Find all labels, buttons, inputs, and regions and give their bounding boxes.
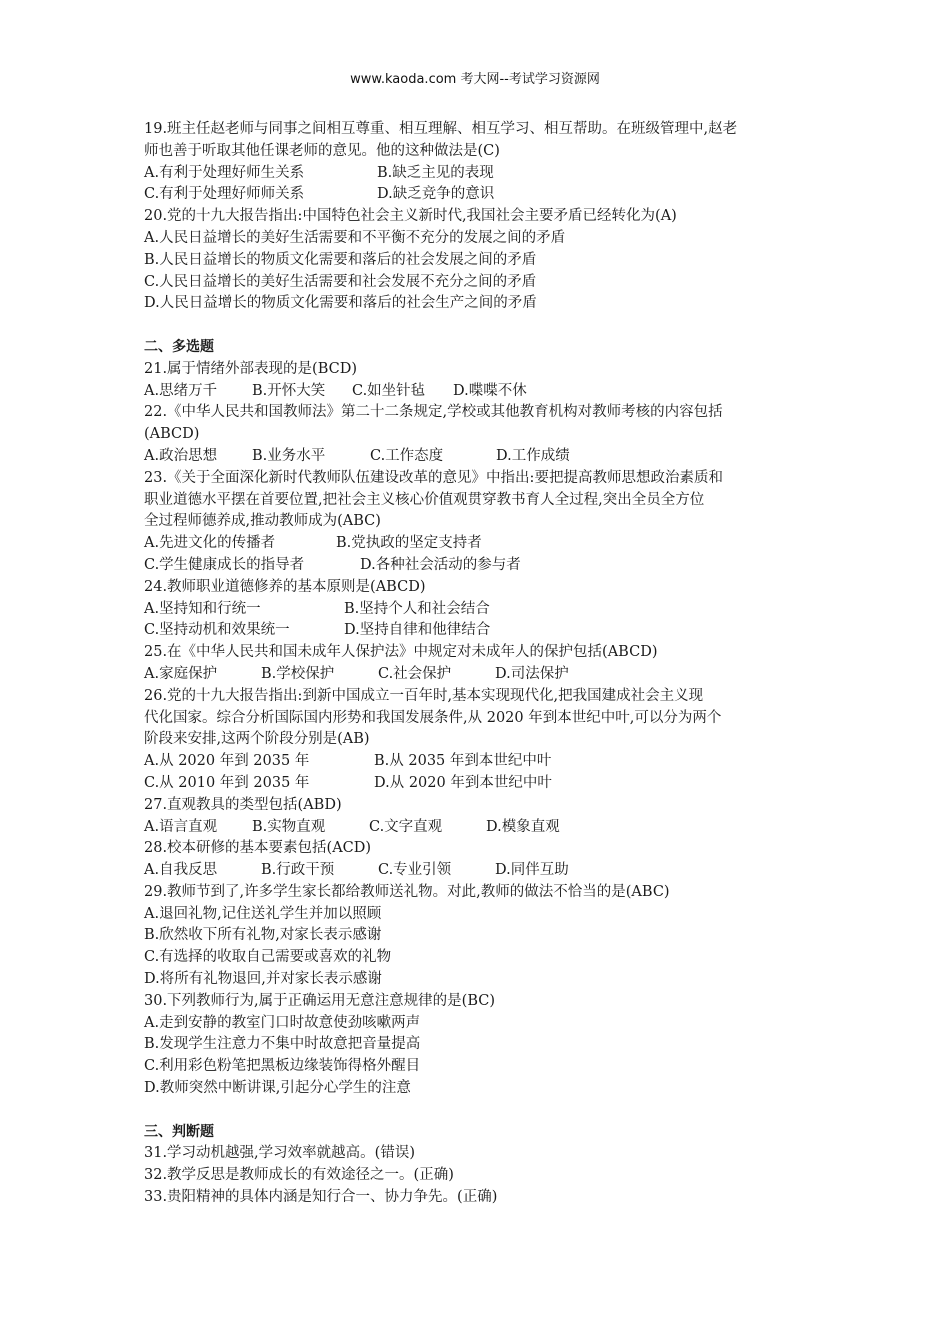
- q26-stem-1: 26.党的十九大报告指出:到新中国成立一百年时,基本实现现代化,把我国建成社会主义现: [144, 687, 704, 704]
- q19-option-a: A.有利于处理好师生关系: [144, 164, 305, 181]
- q19-option-b: B.缺乏主见的表现: [377, 164, 494, 181]
- q22-option-a: A.政治思想: [144, 447, 218, 464]
- q25-option-b: B.学校保护: [261, 665, 335, 682]
- q21-stem: 21.属于情绪外部表现的是(BCD): [144, 360, 358, 377]
- q21-option-a: A.思绪万千: [144, 382, 218, 399]
- q24-option-d: D.坚持自律和他律结合: [344, 622, 491, 639]
- q24-option-a: A.坚持知和行统一: [144, 600, 261, 617]
- q19-option-d: D.缺乏竞争的意识: [377, 186, 495, 203]
- q26-options-ab: [144, 751, 824, 773]
- q26-stem-2: 代化国家。综合分析国际国内形势和我国发展条件,从 2020 年到本世纪中叶,可以分为两个: [144, 709, 722, 726]
- q19-options-cd: [144, 184, 824, 206]
- section-heading-multiple-choice: 二、多选题: [144, 338, 214, 355]
- q28-option-b: B.行政干预: [261, 862, 335, 879]
- q23-option-c: C.学生健康成长的指导者: [144, 556, 305, 573]
- q25-option-c: C.社会保护: [378, 665, 452, 682]
- q23-stem-2: 职业道德水平摆在首要位置,把社会主义核心价值观贯穿教书育人全过程,突出全员全方位: [144, 491, 705, 508]
- q28-option-a: A.自我反思: [144, 862, 218, 879]
- spacer: [144, 315, 824, 337]
- page-header: www.kaoda.com 考大网--考试学习资源网: [350, 72, 600, 87]
- q23-option-d: D.各种社会活动的参与者: [360, 556, 521, 573]
- q31: 31.学习动机越强,学习效率就越高。(错误): [144, 1145, 415, 1162]
- q22-options: [144, 446, 824, 468]
- q20-option-d: D.人民日益增长的物质文化需要和落后的社会生产之间的矛盾: [144, 295, 537, 312]
- q23-options-cd: [144, 555, 824, 577]
- q23-stem-1: 23.《关于全面深化新时代教师队伍建设改革的意见》中指出:要把提高教师思想政治素质和: [144, 469, 723, 486]
- q27-option-c: C.文字直观: [369, 818, 443, 835]
- q27-option-d: D.模象直观: [486, 818, 560, 835]
- q29-option-b: B.欣然收下所有礼物,对家长表示感谢: [144, 927, 382, 944]
- q22-option-d: D.工作成绩: [496, 447, 570, 464]
- q20-option-c: C.人民日益增长的美好生活需要和社会发展不充分之间的矛盾: [144, 273, 537, 290]
- q27-options: [144, 817, 824, 839]
- q23-option-b: B.党执政的坚定支持者: [336, 535, 482, 552]
- q20-stem: 20.党的十九大报告指出:中国特色社会主义新时代,我国社会主要矛盾已经转化为(A): [144, 208, 677, 225]
- section-heading-true-false: 三、判断题: [144, 1123, 214, 1140]
- spacer: [144, 1100, 824, 1122]
- q26-option-c: C.从 2010 年到 2035 年: [144, 774, 310, 791]
- q30-option-c: C.利用彩色粉笔把黑板边缘装饰得格外醒目: [144, 1058, 421, 1075]
- q26-stem-3: 阶段来安排,这两个阶段分别是(AB): [144, 731, 370, 748]
- q30-option-a: A.走到安静的教室门口时故意使劲咳嗽两声: [144, 1014, 421, 1031]
- q24-stem: 24.教师职业道德修养的基本原则是(ABCD): [144, 578, 426, 595]
- q19-option-c: C.有利于处理好师师关系: [144, 186, 305, 203]
- q22-stem-2: (ABCD): [144, 426, 200, 443]
- q23-options-ab: [144, 533, 824, 555]
- q22-option-b: B.业务水平: [252, 447, 326, 464]
- q23-stem-3: 全过程师德养成,推动教师成为(ABC): [144, 513, 381, 530]
- q26-options-cd: [144, 773, 824, 795]
- q29-option-d: D.将所有礼物退回,并对家长表示感谢: [144, 971, 382, 988]
- q24-options-ab: [144, 599, 824, 621]
- q24-option-c: C.坚持动机和效果统一: [144, 622, 290, 639]
- q21-option-c: C.如坐针毡: [352, 382, 426, 399]
- q29-option-c: C.有选择的收取自己需要或喜欢的礼物: [144, 949, 392, 966]
- q22-option-c: C.工作态度: [370, 447, 444, 464]
- q24-options-cd: [144, 620, 824, 642]
- document-body: [144, 119, 824, 1209]
- q26-option-b: B.从 2035 年到本世纪中叶: [374, 753, 552, 770]
- q30-stem: 30.下列教师行为,属于正确运用无意注意规律的是(BC): [144, 992, 496, 1009]
- q28-stem: 28.校本研修的基本要素包括(ACD): [144, 840, 372, 857]
- q25-options: [144, 664, 824, 686]
- q21-option-b: B.开怀大笑: [252, 382, 326, 399]
- q25-option-d: D.司法保护: [495, 665, 569, 682]
- q19-stem-1: 19.班主任赵老师与同事之间相互尊重、相互理解、相互学习、相互帮助。在班级管理中,赵老: [144, 121, 738, 137]
- q27-stem: 27.直观教具的类型包括(ABD): [144, 796, 342, 813]
- q26-option-d: D.从 2020 年到本世纪中叶: [374, 774, 552, 791]
- q25-stem: 25.在《中华人民共和国未成年人保护法》中规定对未成年人的保护包括(ABCD): [144, 644, 658, 661]
- q28-option-d: D.同伴互助: [495, 862, 569, 879]
- q28-options: [144, 860, 824, 882]
- q25-option-a: A.家庭保护: [144, 665, 218, 682]
- q33: 33.贵阳精神的具体内涵是知行合一、协力争先。(正确): [144, 1189, 498, 1206]
- q23-option-a: A.先进文化的传播者: [144, 535, 276, 552]
- q26-option-a: A.从 2020 年到 2035 年: [144, 753, 310, 770]
- q27-option-a: A.语言直观: [144, 818, 218, 835]
- q20-option-b: B.人民日益增长的物质文化需要和落后的社会发展之间的矛盾: [144, 251, 537, 268]
- q19-stem-2: 师也善于听取其他任课老师的意见。他的这种做法是(C): [144, 142, 500, 159]
- q22-stem-1: 22.《中华人民共和国教师法》第二十二条规定,学校或其他教育机构对教师考核的内容包括: [144, 404, 723, 421]
- q29-stem: 29.教师节到了,许多学生家长都给教师送礼物。对此,教师的做法不恰当的是(ABC): [144, 883, 670, 900]
- q32: 32.教学反思是教师成长的有效途径之一。(正确): [144, 1167, 454, 1184]
- q30-option-d: D.教师突然中断讲课,引起分心学生的注意: [144, 1080, 411, 1097]
- q24-option-b: B.坚持个人和社会结合: [344, 600, 490, 617]
- q19-options-ab: [144, 163, 824, 185]
- q21-options: [144, 381, 824, 403]
- q27-option-b: B.实物直观: [252, 818, 326, 835]
- q29-option-a: A.退回礼物,记住送礼学生并加以照顾: [144, 905, 382, 922]
- q20-option-a: A.人民日益增长的美好生活需要和不平衡不充分的发展之间的矛盾: [144, 229, 566, 246]
- q28-option-c: C.专业引领: [378, 862, 452, 879]
- q30-option-b: B.发现学生注意力不集中时故意把音量提高: [144, 1036, 421, 1053]
- q21-option-d: D.喋喋不休: [453, 382, 527, 399]
